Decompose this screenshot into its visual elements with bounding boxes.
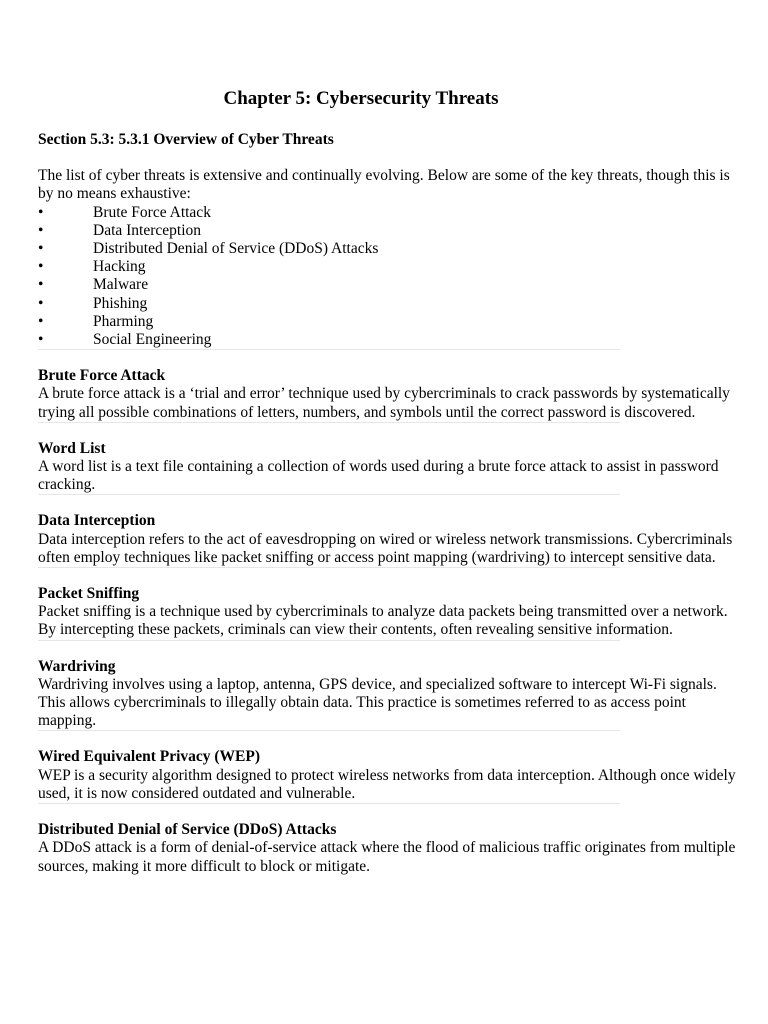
entry-word-list <box>38 440 738 495</box>
entry-title: Wired Equivalent Privacy (WEP) <box>38 748 261 766</box>
chapter-title: Chapter 5: Cybersecurity Threats <box>223 88 499 109</box>
entry-packet-sniffing <box>38 585 738 640</box>
bullet-icon: • <box>38 294 44 312</box>
bullet-icon: • <box>38 221 44 239</box>
entry-title: Word List <box>38 439 106 457</box>
entry-data-interception <box>38 512 738 567</box>
list-item-label: Malware <box>93 276 149 294</box>
divider <box>38 730 620 731</box>
threat-list <box>38 204 738 350</box>
list-item <box>38 313 738 331</box>
list-item-label: Hacking <box>93 258 146 276</box>
list-item-label: Pharming <box>93 312 154 330</box>
entry-title: Data Interception <box>38 512 156 530</box>
list-item-label: Social Engineering <box>93 331 212 349</box>
divider <box>38 349 620 350</box>
bullet-icon: • <box>38 258 44 276</box>
divider <box>38 640 620 641</box>
entry-body: A DDoS attack is a form of denial-of-service attack where the flood of malicious traffic originates from multiple sources, making it more difficult to block or mitigate. <box>38 839 736 875</box>
entry-title: Wardriving <box>38 657 116 675</box>
bullet-icon: • <box>38 203 44 221</box>
list-item-label: Brute Force Attack <box>93 203 211 221</box>
entry-body: A word list is a text file containing a collection of words used during a brute force attack to assist in password cracking. <box>38 458 719 494</box>
list-item-label: Phishing <box>93 294 148 312</box>
entry-brute-force-attack <box>38 367 738 422</box>
entry-wardriving <box>38 658 738 731</box>
list-item <box>38 222 738 240</box>
list-item <box>38 240 738 258</box>
list-item <box>38 258 738 276</box>
bullet-icon: • <box>38 240 44 258</box>
divider <box>38 803 620 804</box>
divider <box>38 494 620 495</box>
entry-ddos-attacks <box>38 821 738 876</box>
entry-body: Packet sniffing is a technique used by cybercriminals to analyze data packets being transmitted over a network. By intercepting these packets, criminals can view their contents, often revealing sensitive information. <box>38 603 728 639</box>
entry-title: Brute Force Attack <box>38 367 166 385</box>
entry-body: Wardriving involves using a laptop, antenna, GPS device, and specialized software to intercept Wi-Fi signals. This allows cybercriminals to illegally obtain data. This practice is sometimes referred to as access point mapping. <box>38 675 717 730</box>
entry-body: WEP is a security algorithm designed to protect wireless networks from data interception. Although once widely used, it is now considered outdated and vulnerable. <box>38 766 736 802</box>
list-item <box>38 276 738 294</box>
list-item <box>38 204 738 222</box>
list-item-label: Distributed Denial of Service (DDoS) Attacks <box>93 240 379 258</box>
divider <box>38 422 620 423</box>
entry-body: Data interception refers to the act of eavesdropping on wired or wireless network transmissions. Cybercriminals often employ techniques like packet sniffing or access point mapping (wardriving) to intercept sensitive data. <box>38 530 733 566</box>
bullet-icon: • <box>38 312 44 330</box>
list-item-label: Data Interception <box>93 221 202 239</box>
intro-paragraph: The list of cyber threats is extensive and continually evolving. Below are some of the key threats, though this is by no means exhaustive: <box>38 167 730 203</box>
bullet-icon: • <box>38 276 44 294</box>
bullet-icon: • <box>38 331 44 349</box>
list-item <box>38 331 738 349</box>
divider <box>38 567 620 568</box>
entry-body: A brute force attack is a ‘trial and error’ technique used by cybercriminals to crack passwords by systematically trying all possible combinations of letters, numbers, and symbols until the correct password is discovered. <box>38 385 730 421</box>
entry-title: Packet Sniffing <box>38 585 140 603</box>
list-item <box>38 295 738 313</box>
document-content <box>38 131 738 894</box>
section-heading: Section 5.3: 5.3.1 Overview of Cyber Threats <box>38 131 334 148</box>
entry-wep <box>38 748 738 803</box>
entry-title: Distributed Denial of Service (DDoS) Attacks <box>38 821 337 839</box>
